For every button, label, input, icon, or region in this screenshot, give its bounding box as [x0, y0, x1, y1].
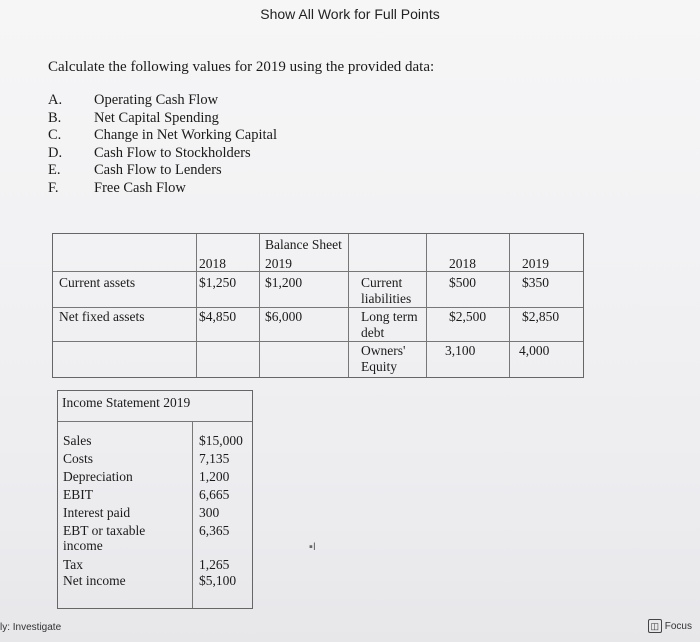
column-header-2019: 2019: [522, 256, 549, 271]
task-letter: C.: [48, 127, 62, 144]
income-row-value: 300: [199, 505, 220, 520]
income-row-value: 7,135: [199, 451, 230, 466]
status-bar-text: ly: Investigate: [0, 622, 62, 633]
balance-sheet-title: Balance Sheet: [265, 237, 342, 252]
income-row-value: 6,365: [199, 523, 230, 538]
income-row-label: Costs: [63, 451, 94, 466]
task-letter: A.: [48, 92, 63, 108]
column-header-2018: 2018: [449, 256, 476, 271]
current-assets-2019: $1,200: [265, 275, 303, 290]
income-row-value: 1,265: [199, 557, 230, 572]
income-row-label: Interest paid: [63, 505, 131, 520]
current-liabilities-2018: $500: [449, 275, 476, 290]
page-title: Show All Work for Full Points: [260, 6, 440, 22]
task-text: Free Cash Flow: [94, 179, 186, 196]
instructions-text: Calculate the following values for 2019 using the provided data:: [48, 59, 435, 75]
task-letter: D.: [48, 144, 63, 161]
task-item: [48, 92, 277, 110]
current-assets-label: Current assets: [59, 275, 136, 290]
task-letter: F.: [48, 179, 59, 196]
income-statement-table: [57, 390, 253, 609]
focus-button[interactable]: [648, 619, 692, 633]
income-row-value: $5,100: [199, 573, 237, 588]
focus-label: Focus: [664, 620, 692, 632]
task-item: [48, 180, 277, 198]
current-liabilities-2019: $350: [522, 275, 549, 290]
owners-equity-2018: 3,100: [445, 343, 476, 358]
text-cursor-icon: ▪I: [309, 541, 316, 553]
task-text: Change in Net Working Capital: [94, 127, 278, 144]
income-row-label: Net income: [63, 573, 126, 588]
long-term-debt-label: Long term debt: [361, 309, 418, 340]
income-statement-title: Income Statement 2019: [62, 395, 191, 410]
income-row-value: $15,000: [199, 433, 243, 448]
balance-sheet-table: [52, 233, 584, 378]
task-list: [48, 92, 277, 198]
current-assets-2018: $1,250: [199, 275, 237, 290]
task-item: [48, 110, 277, 128]
task-text: Net Capital Spending: [94, 109, 219, 126]
task-item: [48, 127, 277, 145]
long-term-debt-2019: $2,850: [522, 309, 560, 324]
focus-icon: ◫: [648, 619, 662, 633]
task-text: Cash Flow to Stockholders: [94, 144, 251, 161]
income-row-value: 6,665: [199, 487, 230, 502]
net-fixed-assets-2019: $6,000: [265, 309, 303, 324]
column-header-2019: 2019: [265, 256, 292, 271]
column-header-2018: 2018: [199, 256, 226, 271]
income-row-value: 1,200: [199, 469, 230, 484]
income-row-label: Depreciation: [63, 469, 133, 484]
income-row-label: Sales: [63, 433, 92, 448]
task-letter: B.: [48, 109, 62, 126]
net-fixed-assets-2018: $4,850: [199, 309, 237, 324]
owners-equity-label: Owners' Equity: [361, 343, 406, 374]
income-row-label: Tax: [63, 557, 84, 572]
owners-equity-2019: 4,000: [519, 343, 550, 358]
task-letter: E.: [48, 162, 61, 179]
task-text: Cash Flow to Lenders: [94, 162, 222, 179]
current-liabilities-label: Current liabilities: [361, 275, 412, 306]
income-row-label: EBIT: [63, 487, 93, 502]
task-item: [48, 145, 277, 163]
task-item: [48, 162, 277, 180]
long-term-debt-2018: $2,500: [449, 309, 487, 324]
task-text: Operating Cash Flow: [94, 92, 219, 108]
net-fixed-assets-label: Net fixed assets: [59, 309, 145, 324]
income-row-label: EBT or taxable income: [63, 523, 146, 553]
